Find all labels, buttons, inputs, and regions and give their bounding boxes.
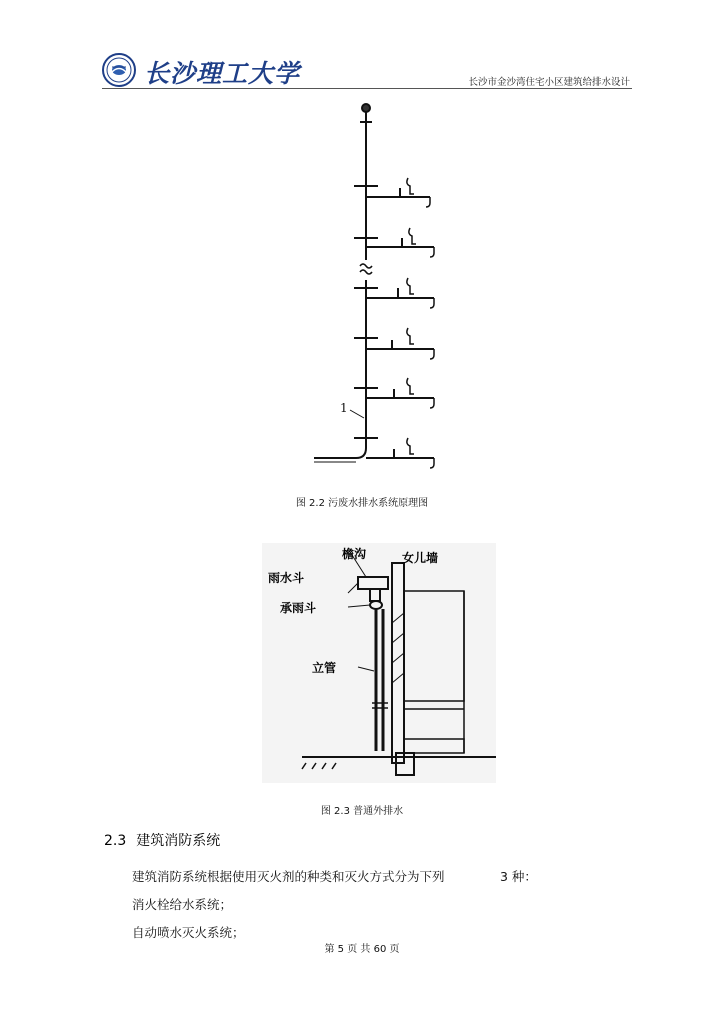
- list-item: 消火栓给水系统；: [132, 897, 233, 912]
- figure-2-2-caption: 图 2.2 污废水排水系统原理图: [295, 498, 429, 509]
- page-footer: 第 5 页 共 60 页: [324, 944, 400, 955]
- label-gutter: 檐沟: [342, 547, 367, 561]
- page-header: [102, 50, 632, 90]
- header-divider: [102, 88, 632, 89]
- university-logo-icon: [102, 53, 136, 87]
- figure-2-3-caption: 图 2.3 普通外排水: [320, 806, 404, 817]
- section-number: 2.3: [104, 833, 127, 849]
- section-intro: 建筑消防系统根据使用灭火剂的种类和灭火方式分为下列: [132, 869, 445, 884]
- label-downpipe: 立管: [312, 661, 337, 675]
- university-name: 长沙理工大学: [144, 59, 301, 88]
- list-item: 自动喷水灭火系统；: [132, 925, 245, 940]
- section-heading: [104, 830, 220, 850]
- drainage-system-diagram: [300, 100, 450, 472]
- label-receiving-hopper: 承雨斗: [280, 601, 317, 615]
- figure-label-1: 1: [340, 401, 348, 415]
- section-intro-count: 3 种：: [500, 869, 537, 884]
- label-parapet: 女儿墙: [402, 551, 439, 565]
- document-title: 长沙市金沙湾住宅小区建筑给排水设计: [468, 77, 630, 88]
- external-drainage-diagram: [262, 543, 496, 783]
- section-title: 建筑消防系统: [136, 833, 221, 849]
- label-rain-hopper: 雨水斗: [268, 571, 305, 585]
